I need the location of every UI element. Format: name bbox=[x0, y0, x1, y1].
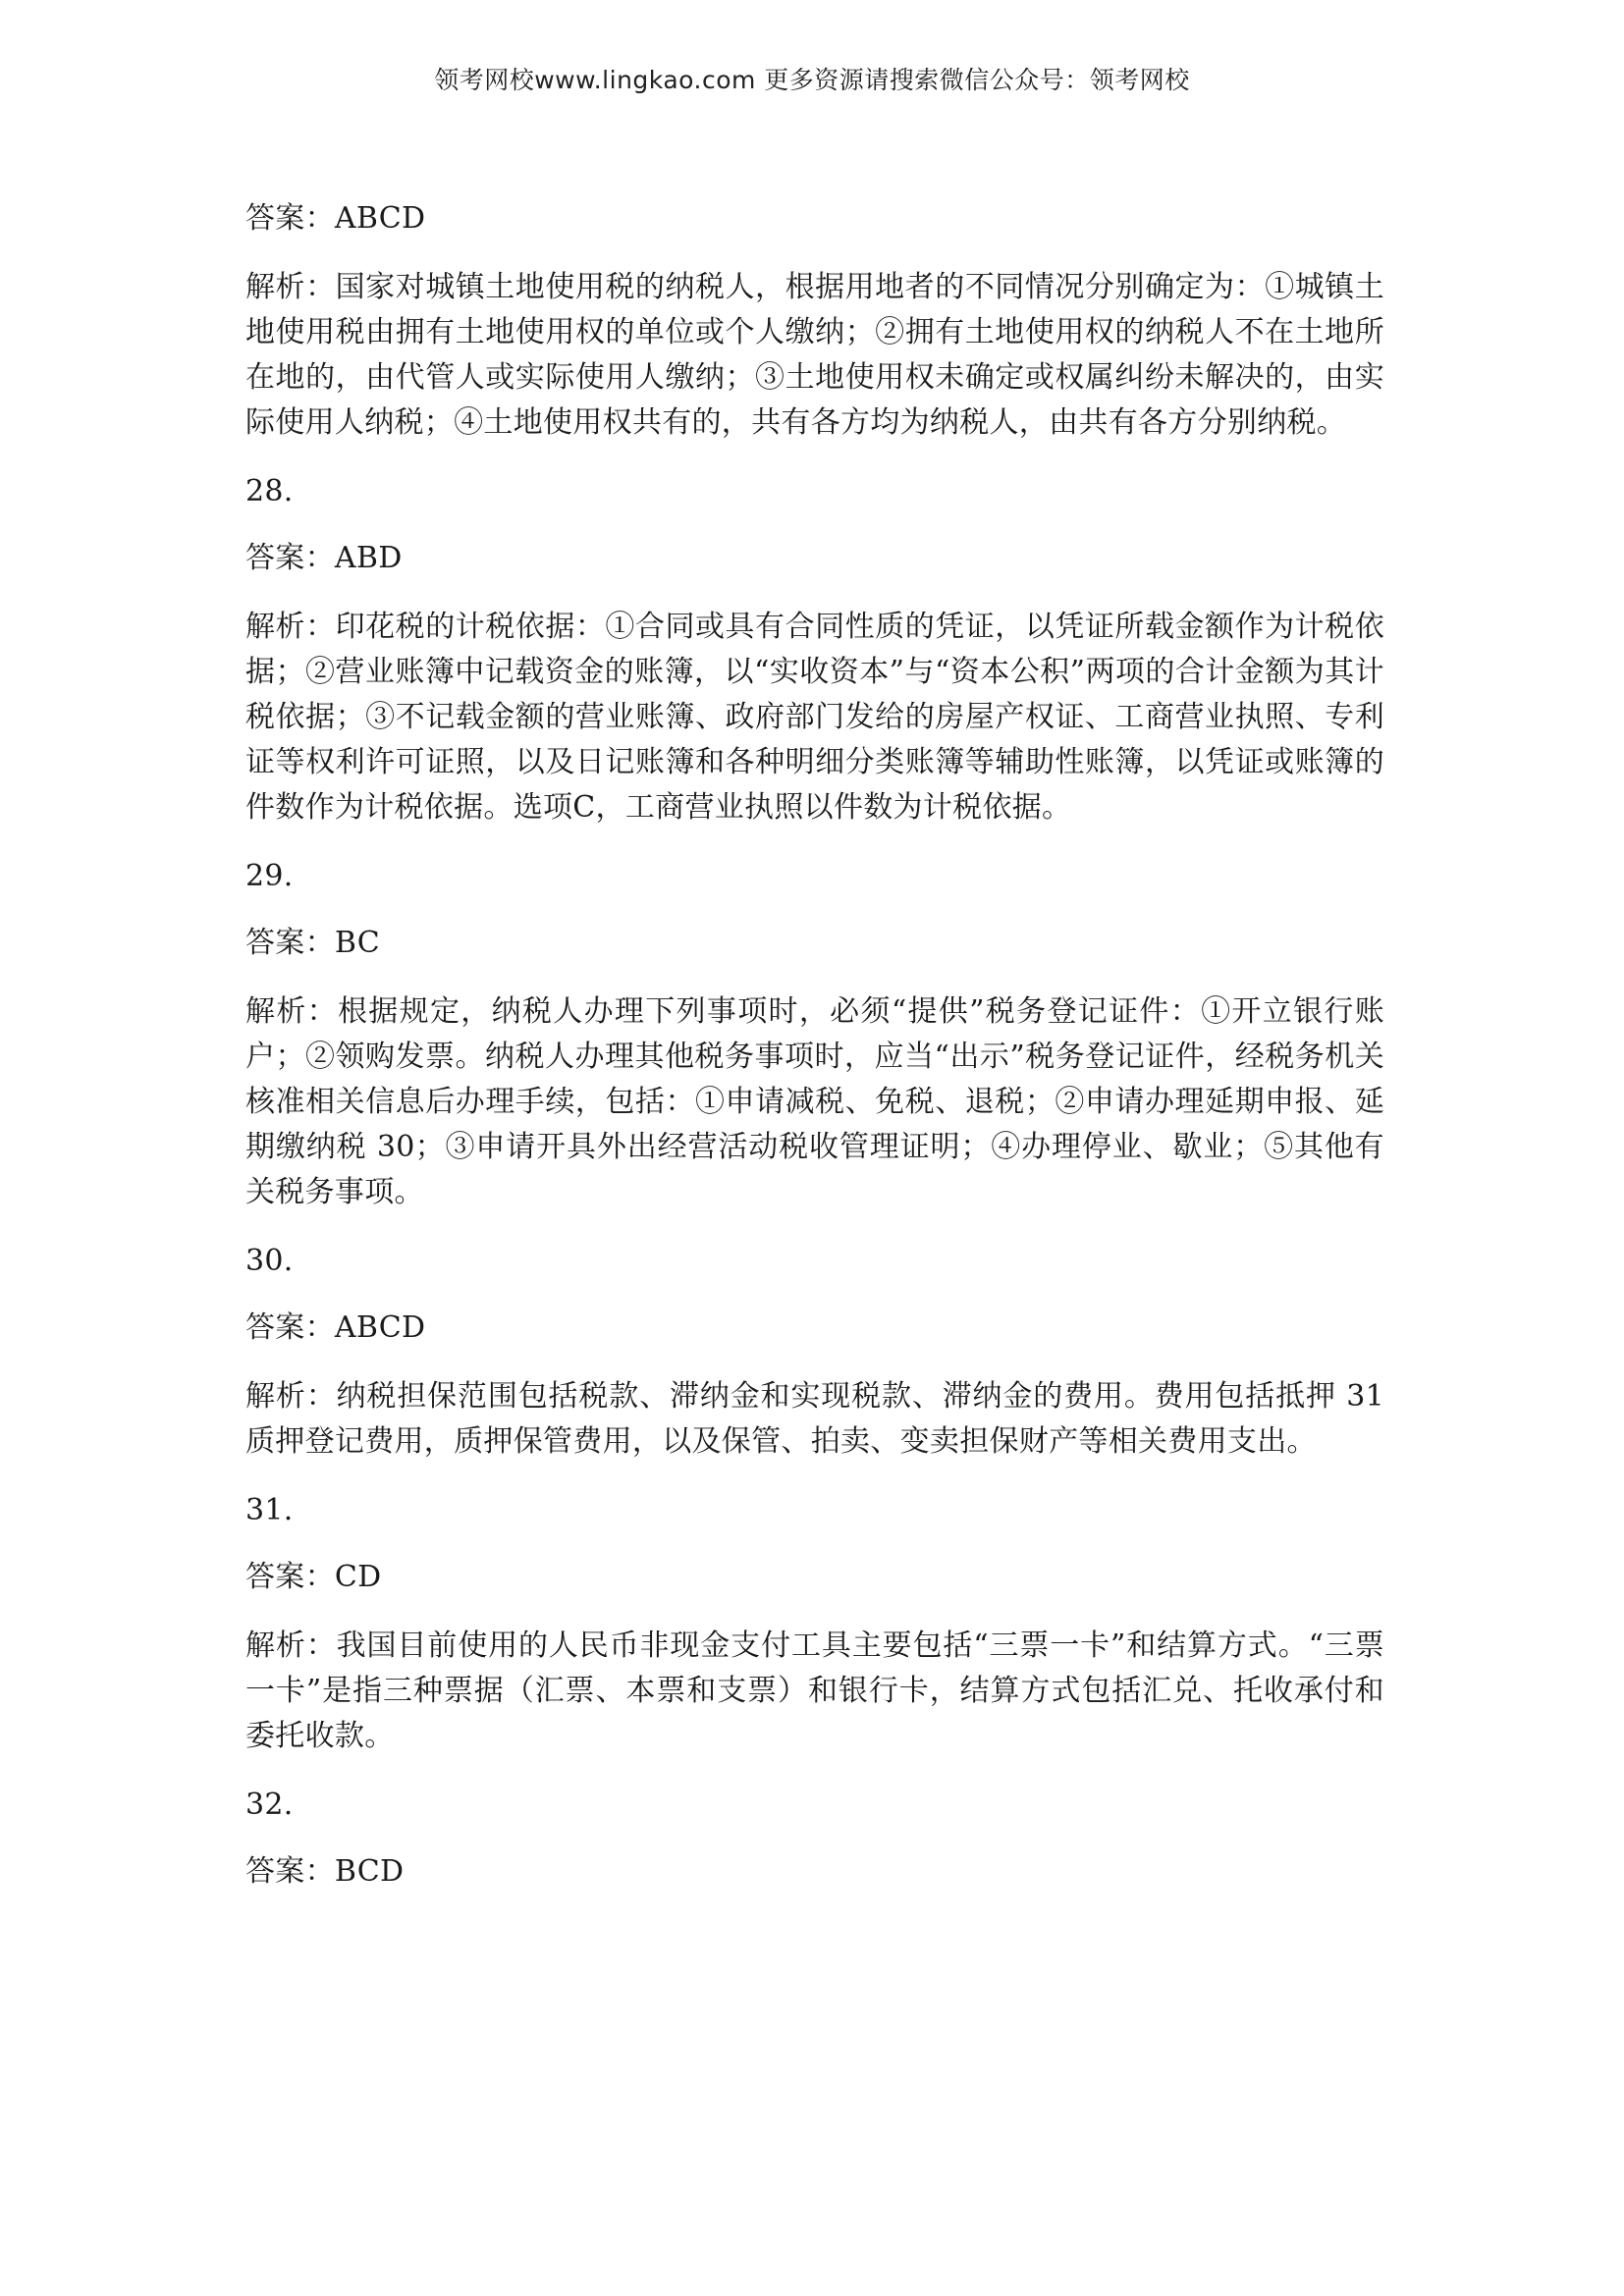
answer-block-28 bbox=[245, 469, 1384, 830]
analysis-paragraph: 解析：印花税的计税依据：①合同或具有合同性质的凭证，以凭证所载金额作为计税依据；②营业账簿中记载资金的账簿，以“实收资本”与“资本公积”两项的合计金额为其计税依据；③不记载金额的营业账簿、政府部门发给的房屋产权证、工商营业执照、专利证等权利许可证照，以及日记账簿和各种明细分类账簿等辅助性账簿，以凭证或账簿的件数作为计税依据。选项C，工商营业执照以件数为计税依据。 bbox=[245, 610, 1384, 825]
analysis-paragraph: 解析：纳税担保范围包括税款、滞纳金和实现税款、滞纳金的费用。费用包括抵押 31 质押登记费用，质押保管费用，以及保管、拍卖、变卖担保财产等相关费用支出。 bbox=[245, 1379, 1384, 1459]
answer-block-30 bbox=[245, 1239, 1384, 1465]
question-number: 30. bbox=[245, 1244, 294, 1278]
analysis-paragraph: 解析：国家对城镇土地使用税的纳税人，根据用地者的不同情况分别确定为：①城镇土地使用税由拥有土地使用权的单位或个人缴纳；②拥有土地使用权的纳税人不在土地所在地的，由代管人或实际使用人缴纳；③土地使用权未确定或权属纠纷未解决的，由实际使用人纳税；④土地使用权共有的，共有各方均为纳税人，由共有各方分别纳税。 bbox=[245, 270, 1384, 440]
question-number: 28. bbox=[245, 474, 294, 508]
answer-line: 答案：ABCD bbox=[245, 1310, 426, 1345]
answer-block-27 bbox=[245, 196, 1384, 446]
question-number: 31. bbox=[245, 1493, 294, 1527]
question-number: 29. bbox=[245, 859, 294, 893]
answer-block-29 bbox=[245, 854, 1384, 1215]
analysis-paragraph: 解析：根据规定，纳税人办理下列事项时，必须“提供”税务登记证件：①开立银行账户；②领购发票。纳税人办理其他税务事项时，应当“出示”税务登记证件，经税务机关核准相关信息后办理手续，包括：①申请减税、免税、退税；②申请办理延期申报、延期缴纳税 30；③申请开具外出经营活动税收管理证明；④办理停业、歇业；⑤其他有关税务事项。 bbox=[245, 994, 1384, 1209]
answer-line: 答案：ABD bbox=[245, 541, 403, 575]
page-header: 领考网校www.lingkao.com 更多资源请搜索微信公众号：领考网校 bbox=[434, 66, 1190, 94]
answer-line: 答案：ABCD bbox=[245, 201, 426, 236]
answer-line: 答案：BC bbox=[245, 926, 381, 960]
answer-line: 答案：CD bbox=[245, 1560, 382, 1594]
document-body bbox=[245, 196, 1384, 1918]
answer-block-32 bbox=[245, 1783, 1384, 1895]
question-number: 32. bbox=[245, 1788, 294, 1822]
answer-block-31 bbox=[245, 1488, 1384, 1759]
analysis-paragraph: 解析：我国目前使用的人民币非现金支付工具主要包括“三票一卡”和结算方式。“三票一卡”是指三种票据（汇票、本票和支票）和银行卡，结算方式包括汇兑、托收承付和委托收款。 bbox=[245, 1629, 1384, 1753]
answer-line: 答案：BCD bbox=[245, 1854, 405, 1889]
